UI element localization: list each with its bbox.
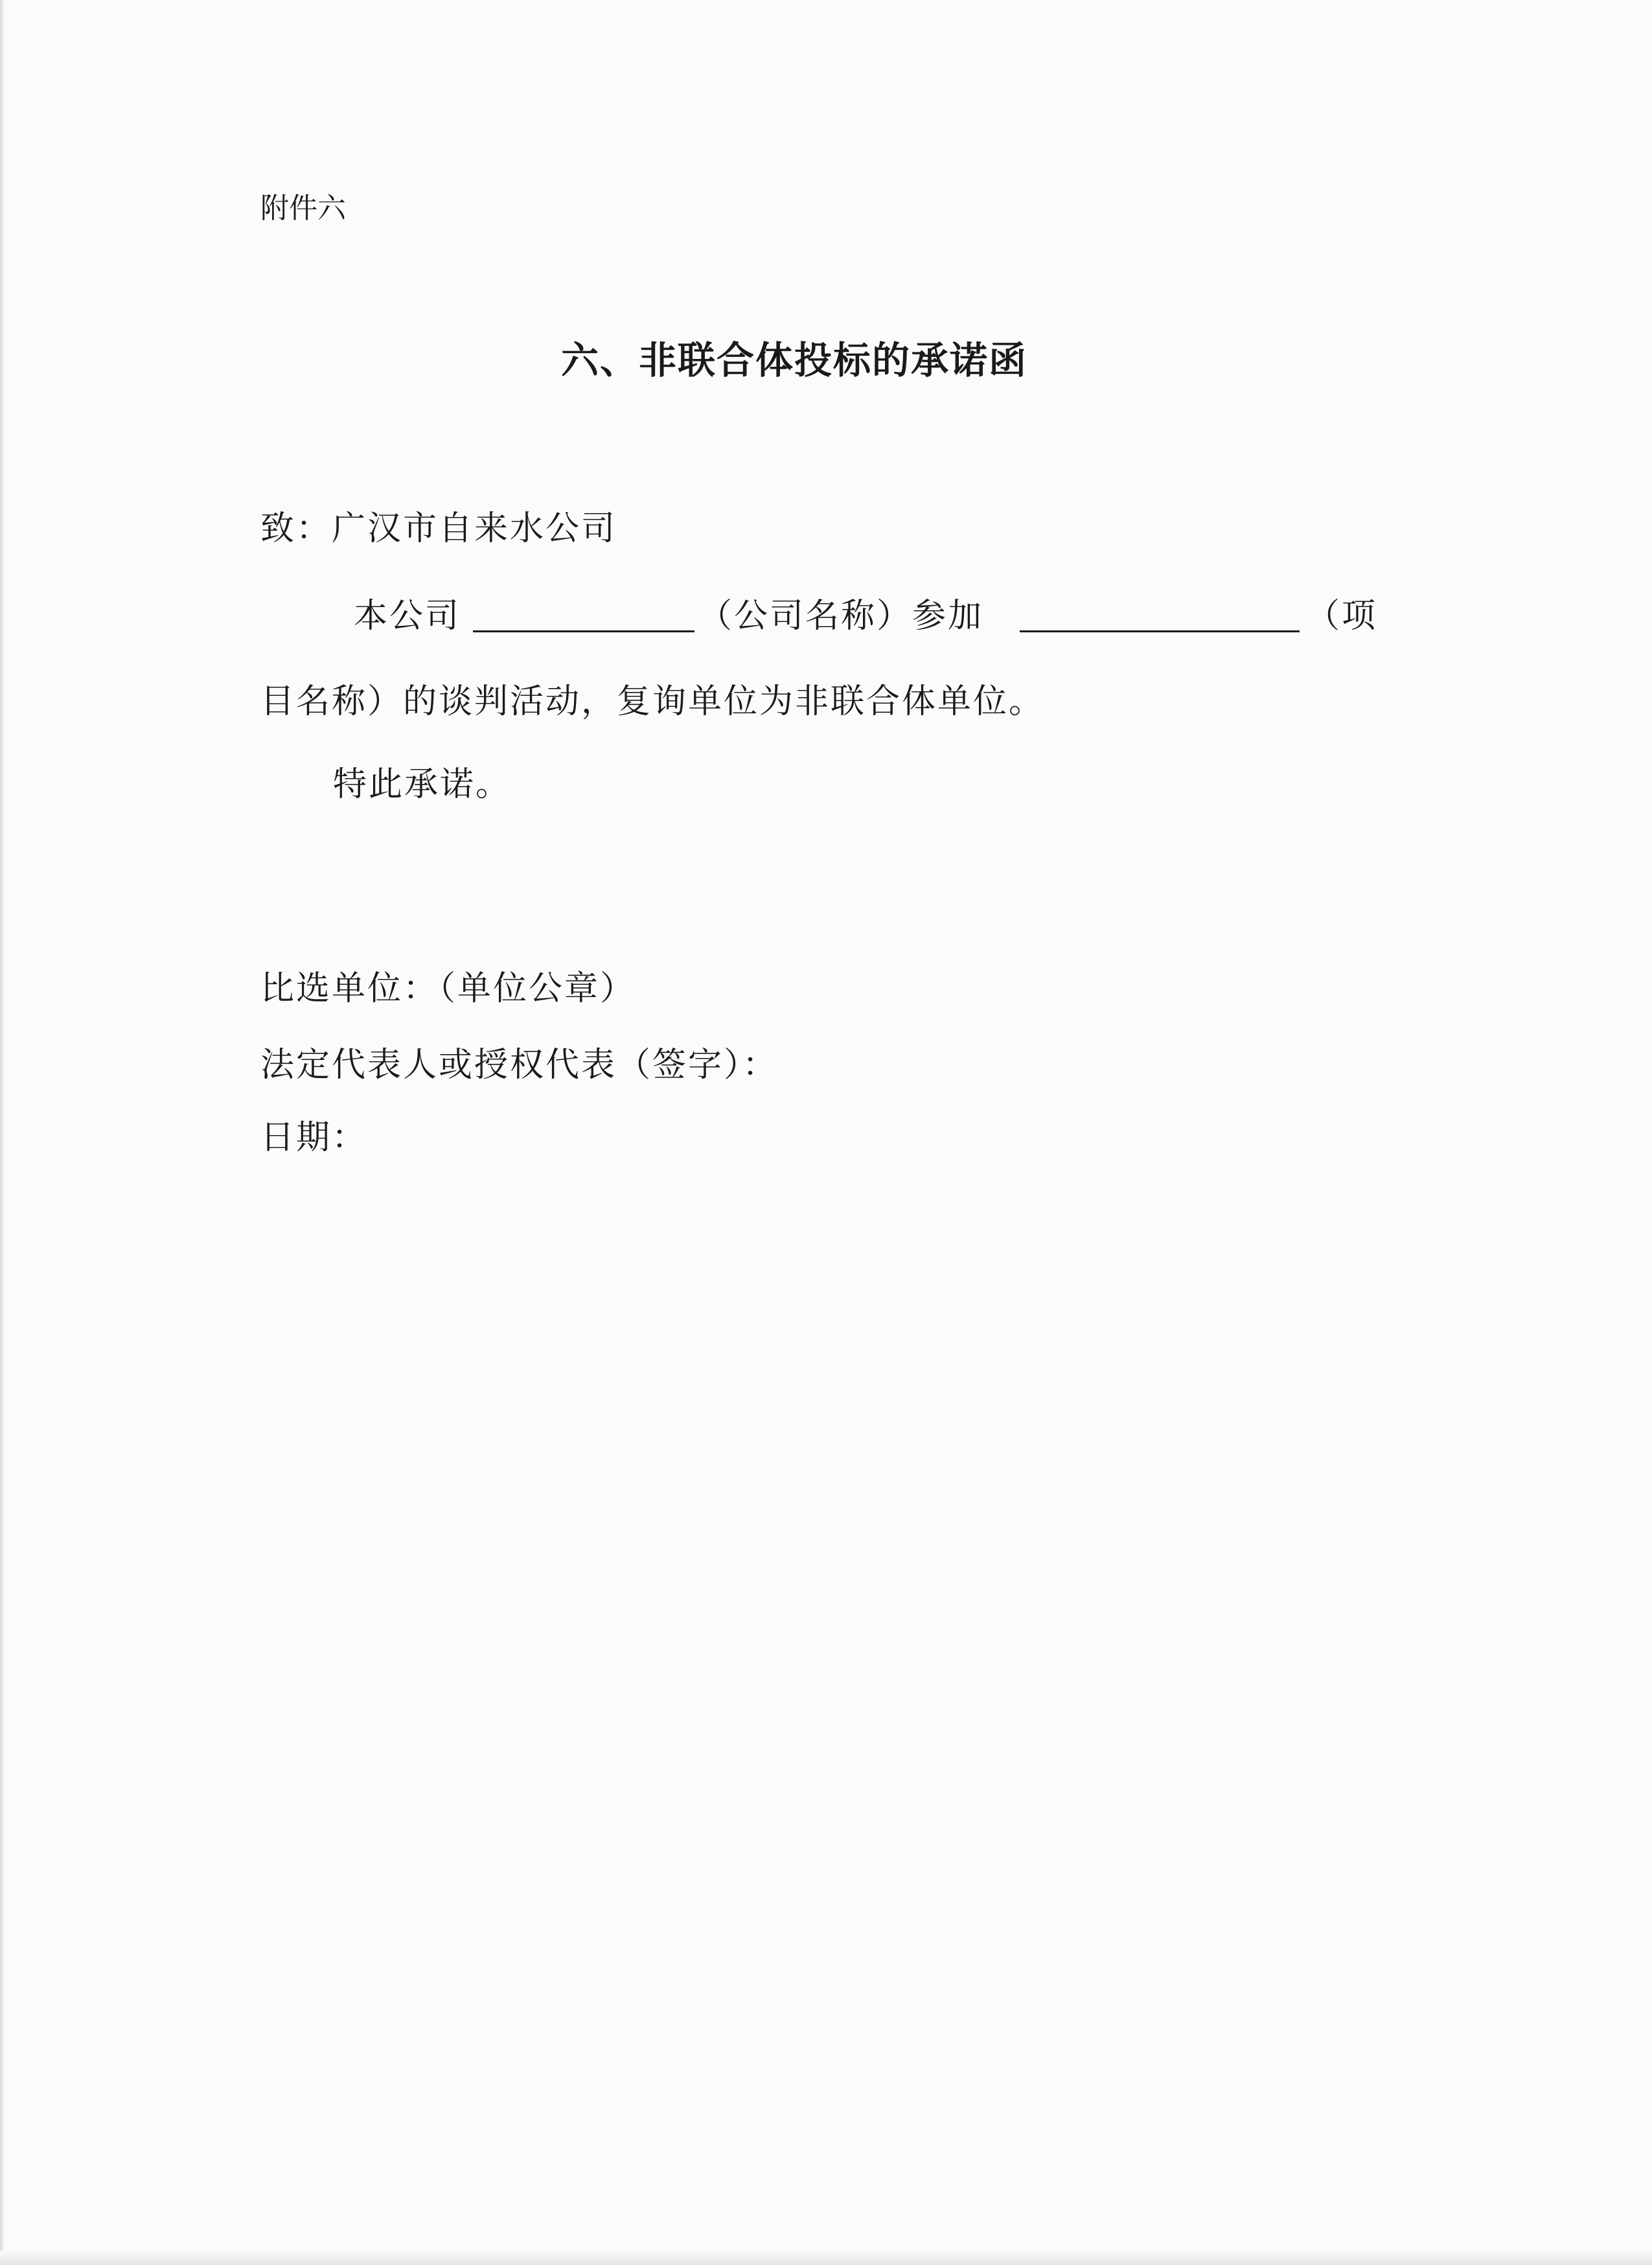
date-line: 日期： xyxy=(260,1118,368,1157)
bidder-unit-line: 比选单位：（单位公章） xyxy=(260,969,636,1008)
scan-edge-bottom xyxy=(0,2251,1652,2265)
project-name-blank xyxy=(1020,630,1300,632)
body-line1-company-label: 本公司 xyxy=(354,597,461,636)
scan-edge-left xyxy=(0,0,4,2265)
attachment-label: 附件六 xyxy=(260,192,346,225)
body-line1-join-label: （公司名称）参加 xyxy=(698,597,984,636)
addressee-line: 致：广汉市自来水公司 xyxy=(260,509,617,548)
body-line2: 目名称）的谈判活动，复询单位为非联合体单位。 xyxy=(260,682,1045,721)
body-line1-project-label: （项 xyxy=(1306,597,1378,636)
page-title: 六、非联合体投标的承诺函 xyxy=(561,338,1028,382)
company-name-blank xyxy=(473,630,694,632)
promise-statement: 特此承诺。 xyxy=(333,765,512,804)
representative-signature-line: 法定代表人或授权代表（签字）： xyxy=(260,1046,779,1085)
